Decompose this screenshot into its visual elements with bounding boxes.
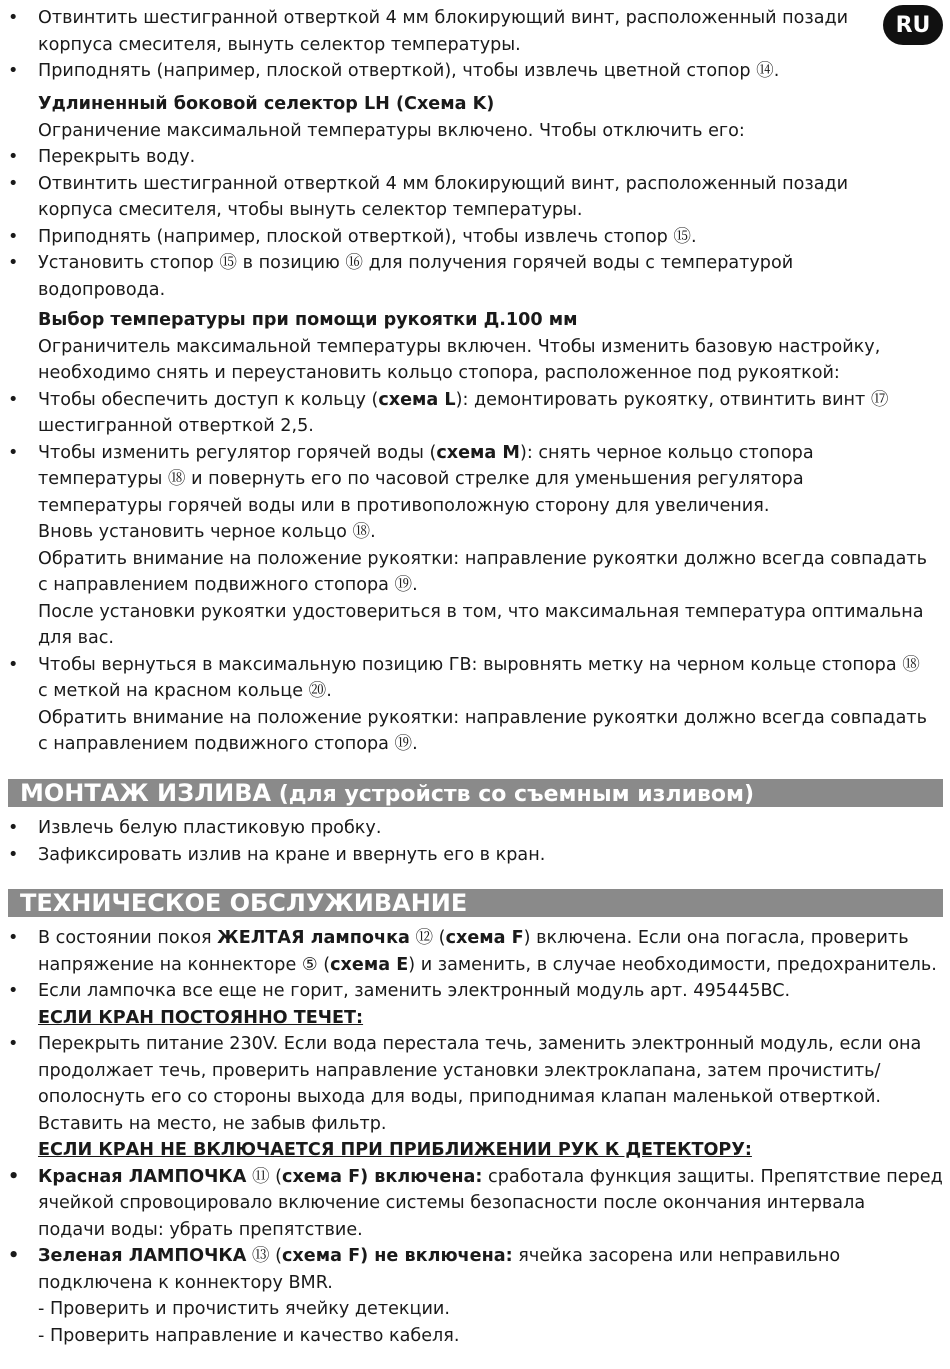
section-lh-side-selector: Удлиненный боковой селектор LH (Схема K) Ограничение максимальной температуры включено. Чтобы отключить его: • Перекрыть воду. • Отвинтить шестигранной отверткой 4 мм блокирующий винт, расположенный позади корпуса смесителя, чтобы вынуть селектор температуры. • Приподнять (например, плоской отверткой), чтобы извлечь стопор ⑮. • Установить стопор ⑮ в позицию ⑯ для получения горячей воды с температурой водопровода. — [8, 91, 943, 303]
bullet-text: Установить стопор ⑮ в позицию ⑯ для получения горячей воды с температурой — [38, 253, 794, 273]
subheading: Удлиненный боковой селектор LH (Схема K) — [38, 94, 495, 114]
bullet-text: Если лампочка все еще не горит, заменить электронный модуль арт. 495445BC. — [38, 981, 791, 1001]
bullet-text: Отвинтить шестигранной отверткой 4 мм блокирующий винт, расположенный позади — [38, 173, 849, 194]
bullet-text-continued: подключена к коннектору BMR. — [38, 1272, 333, 1293]
bullet-text: Чтобы изменить регулятор горячей воды (схема M): снять черное кольцо стопора — [38, 442, 814, 463]
bullet-text: Перекрыть воду. — [38, 147, 196, 167]
bullet-text: Отвинтить шестигранной отверткой 4 мм блокирующий винт, расположенный позади — [38, 8, 849, 28]
subheading-constant-leak: ЕСЛИ КРАН ПОСТОЯННО ТЕЧЕТ: — [38, 1007, 364, 1028]
bullet-text-continued: с направлением подвижного стопора ⑲. — [38, 734, 418, 754]
bullet-text-continued: Вставить на место, не забыв фильтр. — [38, 1113, 387, 1134]
subheading: Выбор температуры при помощи рукоятки Д.100 мм — [38, 310, 578, 330]
section-title-spout-mounting: МОНТАЖ ИЗЛИВА (для устройств со съемным изливом) — [8, 779, 943, 807]
bullet-text: Приподнять (например, плоской отверткой), чтобы извлечь стопор ⑮. — [38, 226, 697, 247]
subheading-no-activation: ЕСЛИ КРАН НЕ ВКЛЮЧАЕТСЯ ПРИ ПРИБЛИЖЕНИИ РУК К ДЕТЕКТОРУ: — [38, 1140, 752, 1160]
bullet-text: Чтобы обеспечить доступ к кольцу (схема L): демонтировать рукоятку, отвинтить винт ⑰ — [38, 389, 889, 410]
section-handle-temperature: Выбор температуры при помощи рукоятки Д.100 мм Ограничитель максимальной температуры включен. Чтобы изменить базовую настройку, необходимо снять и переустановить кольцо стопора, расположенное под рукояткой: • Чтобы обеспечить доступ к кольцу (схема L): демонтировать рукоятку, отвинтить винт ⑰ шестигранной отверткой 2,5. • Чтобы изменить регулятор горячей воды (схема M): снять черное кольцо стопора температуры ⑱ и повернуть его по часовой стрелке для уменьшения регулятора температуры горячей воды или в противоположную сторону для увеличения. Вновь установить черное кольцо ⑱. Обратить внимание на положение рукоятки: направление рукоятки должно всегда совпадать с направлением подвижного стопора ⑲. После установки рукоятки удостовериться в том, что максимальная температура оптимальна для вас. • Чтобы вернуться в максимальную позицию ГВ: выровнять метку на черном кольце стопора ⑱ с меткой на красном кольце ⑳. Обратить внимание на положение рукоятки: направление рукоятки должно всегда совпадать с направлением подвижного стопора ⑲. — [8, 307, 943, 758]
bullet-text-continued: - Проверить направление и качество кабеля. — [38, 1325, 460, 1346]
paragraph-text: Ограничитель максимальной температуры включен. Чтобы изменить базовую настройку, — [38, 336, 881, 357]
paragraph-text: необходимо снять и переустановить кольцо стопора, расположенное под рукояткой: — [38, 363, 840, 383]
bullet-text-continued: ополоснуть его со стороны выхода для воды, приподнимая клапан маленькой отверткой. — [38, 1087, 882, 1107]
bullet-text-continued: для вас. — [38, 628, 115, 648]
section-maintenance: • В состоянии покоя ЖЕЛТАЯ лампочка ⑫ (схема F) включена. Если она погасла, проверить напряжение на коннекторе ⑤ (схема E) и заменить, в случае необходимости, предохранитель. • Если лампочка все еще не горит, заменить электронный модуль арт. 495445BC. ЕСЛИ КРАН ПОСТОЯННО ТЕЧЕТ: • Перекрыть питание 230V. Если вода перестала течь, заменить электронный модуль, если она продолжает течь, проверить направление установки электроклапана, затем прочистить/ ополоснуть его со стороны выхода для воды, приподнимая клапан маленькой отверткой. Вставить на место, не забыв фильтр. ЕСЛИ КРАН НЕ ВКЛЮЧАЕТСЯ ПРИ ПРИБЛИЖЕНИИ РУК К ДЕТЕКТОРУ: • Красная ЛАМПОЧКА ⑪ (схема F) включена: сработала функция защиты. Препятствие перед ячейкой спровоцировало включение системы безопасности после окончания интервала подачи воды: убрать препятствие. • Зеленая ЛАМПОЧКА ⑬ (схема F) не включена: ячейка засорена или неправильно подключена к коннектору BMR. - Проверить и прочистить ячейку детекции. - Проверить направление и качество кабеля. — [8, 925, 943, 1349]
bullet-text: Приподнять (например, плоской отверткой), чтобы извлечь цветной стопор ⑭. — [38, 61, 780, 81]
bullet-text-continued: ячейкой спровоцировало включение системы безопасности после окончания интервала — [38, 1193, 866, 1213]
bullet-text: Перекрыть питание 230V. Если вода перестала течь, заменить электронный модуль, если она — [38, 1034, 922, 1054]
section-temperature-selector-removal: • Отвинтить шестигранной отверткой 4 мм блокирующий винт, расположенный позади корпуса смесителя, вынуть селектор температуры. • Приподнять (например, плоской отверткой), чтобы извлечь цветной стопор ⑭. — [8, 5, 943, 85]
bullet-text: Красная ЛАМПОЧКА ⑪ (схема F) включена: сработала функция защиты. Препятствие перед — [38, 1166, 943, 1187]
bullet-text-continued: Обратить внимание на положение рукоятки: направление рукоятки должно всегда совпадать — [38, 707, 927, 728]
bullet-text-continued: корпуса смесителя, чтобы вынуть селектор температуры. — [38, 200, 583, 220]
bullet-text-continued: После установки рукоятки удостовериться в том, что максимальная температура оптимальна — [38, 601, 924, 622]
section-spout-mounting: • Извлечь белую пластиковую пробку. • Зафиксировать излив на кране и ввернуть его в кран. — [8, 815, 943, 868]
bullet-text: Извлечь белую пластиковую пробку. — [38, 818, 382, 838]
section-title-maintenance: ТЕХНИЧЕСКОЕ ОБСЛУЖИВАНИЕ — [8, 889, 943, 917]
paragraph-text: Ограничение максимальной температуры включено. Чтобы отключить его: — [38, 120, 745, 141]
bullet-text-continued: напряжение на коннекторе ⑤ (схема E) и заменить, в случае необходимости, предохранитель. — [38, 954, 937, 975]
bullet-text-continued: температуры горячей воды или в противоположную сторону для увеличения. — [38, 495, 770, 516]
bullet-text-continued: корпуса смесителя, вынуть селектор температуры. — [38, 34, 521, 55]
bullet-text-continued: водопровода. — [38, 279, 166, 300]
bullet-text-continued: Обратить внимание на положение рукоятки: направление рукоятки должно всегда совпадать — [38, 548, 927, 569]
bullet-text-continued: Вновь установить черное кольцо ⑱. — [38, 522, 376, 542]
bullet-text-continued: с направлением подвижного стопора ⑲. — [38, 575, 418, 595]
bullet-text-continued: температуры ⑱ и повернуть его по часовой стрелке для уменьшения регулятора — [38, 469, 804, 489]
bullet-text-continued: подачи воды: убрать препятствие. — [38, 1219, 363, 1240]
bullet-text-continued: шестигранной отверткой 2,5. — [38, 416, 314, 436]
bullet-text: Зафиксировать излив на кране и ввернуть его в кран. — [38, 844, 546, 865]
language-badge: RU — [883, 5, 943, 45]
bullet-text-continued: продолжает течь, проверить направление установки электроклапана, затем прочистить/ — [38, 1060, 881, 1081]
bullet-text: В состоянии покоя ЖЕЛТАЯ лампочка ⑫ (схема F) включена. Если она погасла, проверить — [38, 928, 909, 948]
bullet-text-continued: с меткой на красном кольце ⑳. — [38, 681, 332, 701]
bullet-text: Зеленая ЛАМПОЧКА ⑬ (схема F) не включена: ячейка засорена или неправильно — [38, 1246, 841, 1266]
bullet-text-continued: - Проверить и прочистить ячейку детекции. — [38, 1299, 450, 1319]
bullet-text: Чтобы вернуться в максимальную позицию ГВ: выровнять метку на черном кольце стопора ⑱ — [38, 654, 920, 675]
